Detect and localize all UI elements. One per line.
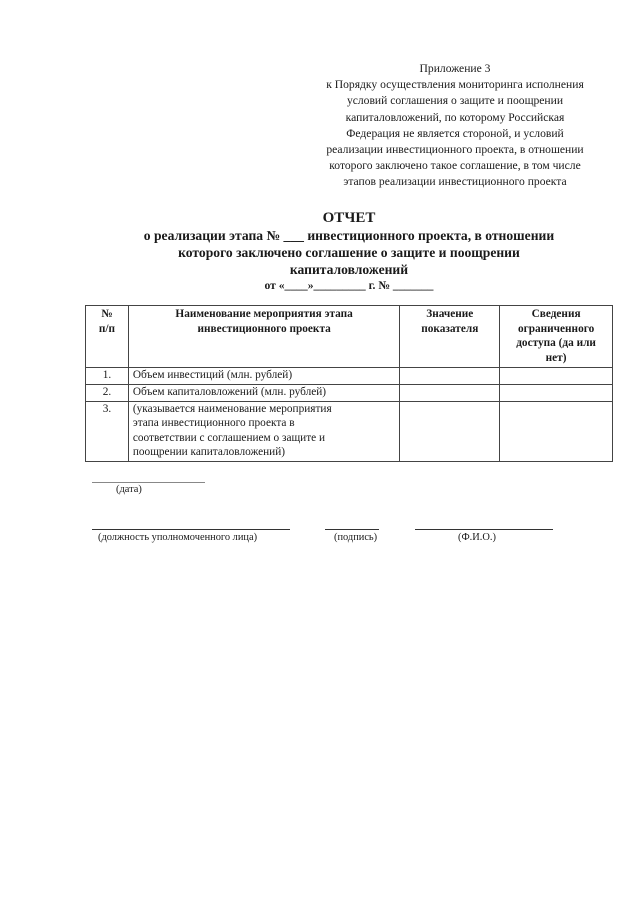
appendix-line: Федерация не является стороной, и условий [346,126,564,140]
appendix-header [300,61,610,191]
appendix-line: условий соглашения о защите и поощрении [346,94,564,108]
row-info [500,368,613,385]
signature-label: (подпись) [334,532,378,543]
row-num: 3. [86,401,129,461]
row-name [128,384,400,401]
position-rule [92,529,290,530]
row-name-text: этапа инвестиционного проекта в [132,417,295,430]
report-table [85,305,613,462]
row-name [128,401,400,461]
subtitle-line: капиталовложений [289,262,409,277]
row-info [500,384,613,401]
appendix-line: реализации инвестиционного проекта, в отношении [326,143,584,157]
header-text: инвестиционного проекта [197,322,331,335]
row-name-text: Объем капиталовложений (млн. рублей) [132,385,327,398]
report-subtitle [85,227,613,278]
report-title: ОТЧЕТ [322,210,376,226]
appendix-line: к Порядку осуществления мониторинга исполнения [326,78,584,92]
header-text: п/п [98,322,116,335]
row-num: 1. [86,368,129,385]
header-text: Наименование мероприятия этапа [175,308,353,320]
row-info [500,401,613,461]
header-text: Значение [426,308,474,320]
header-text: показателя [421,322,479,335]
row-name-text: соответствии с соглашением о защите и [132,431,326,444]
report-title-block [85,209,613,293]
header-name [128,306,400,368]
row-num: 2. [86,384,129,401]
header-text: ограниченного [517,322,595,335]
subtitle-line: которого заключено соглашение о защите и поощрении [178,245,520,260]
header-value [400,306,500,368]
name-rule [415,529,553,530]
report-date-line: от «____»_________ г. № _______ [264,279,434,292]
date-label: (дата) [116,484,142,495]
position-label: (должность уполномоченного лица) [98,532,258,543]
table-row [86,401,613,461]
header-text: Сведения [531,308,581,320]
header-text: № [101,308,113,320]
appendix-line: Приложение 3 [419,62,491,75]
row-value [400,384,500,401]
row-name-text: (указывается наименование мероприятия [132,402,332,415]
table-header-row [86,306,613,368]
table-row [86,384,613,401]
appendix-line: этапов реализации инвестиционного проекта [343,175,567,189]
appendix-line: которого заключено такое соглашение, в том числе [329,159,581,173]
subtitle-line: о реализации этапа № ___ инвестиционного проекта, в отношении [143,228,555,243]
signature-rule [325,529,379,530]
name-label: (Ф.И.О.) [458,532,496,543]
row-name [128,368,400,385]
header-num [86,306,129,368]
table-row [86,368,613,385]
row-value [400,401,500,461]
row-name-text: Объем инвестиций (млн. рублей) [132,369,293,382]
date-rule [92,482,205,483]
appendix-line: капиталовложений, по которому Российская [345,110,565,124]
header-text: нет) [545,351,567,364]
row-name-text: поощрении капиталовложений) [132,446,286,459]
header-text: доступа (да или [516,337,596,350]
row-value [400,368,500,385]
header-info [500,306,613,368]
